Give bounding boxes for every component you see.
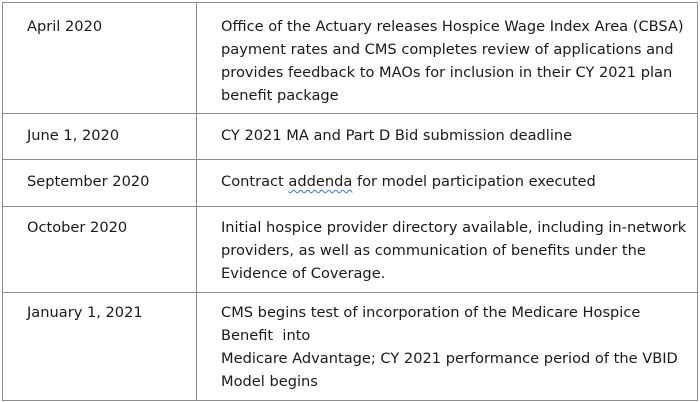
event-cell	[197, 114, 698, 160]
event-cell	[197, 3, 698, 114]
date-cell	[3, 207, 197, 293]
event-line: CY 2021 MA and Part D Bid submission deadline	[221, 127, 573, 144]
event-line: Evidence of Coverage.	[221, 265, 386, 282]
event-line: benefit package	[221, 87, 339, 104]
event-line: CMS begins test of incorporation of the Medicare Hospice	[221, 304, 641, 321]
event-line: payment rates and CMS completes review of applications and	[221, 41, 674, 58]
event-text-after: for model participation executed	[352, 173, 596, 190]
date-cell	[3, 3, 197, 114]
date-text: January 1, 2021	[27, 304, 143, 321]
table-row	[3, 293, 698, 401]
event-text-before: Contract	[221, 173, 289, 190]
event-cell	[197, 160, 698, 207]
date-text: October 2020	[27, 219, 128, 236]
date-cell	[3, 114, 197, 160]
event-line: Model begins	[221, 373, 318, 390]
table-row	[3, 207, 698, 293]
date-cell	[3, 160, 197, 207]
date-text: June 1, 2020	[27, 127, 120, 144]
table-row	[3, 114, 698, 160]
event-cell	[197, 293, 698, 401]
event-line: provides feedback to MAOs for inclusion in their CY 2021 plan	[221, 64, 673, 81]
table-row	[3, 3, 698, 114]
table-row	[3, 160, 698, 207]
event-line: Medicare Advantage; CY 2021 performance period of the VBID	[221, 350, 678, 367]
event-cell	[197, 207, 698, 293]
event-line: providers, as well as communication of benefits under the	[221, 242, 646, 259]
event-line: Initial hospice provider directory available, including in-network	[221, 219, 687, 236]
spellcheck-flagged-word[interactable]: addenda	[288, 173, 353, 190]
date-text: April 2020	[27, 18, 103, 35]
event-line	[221, 170, 685, 193]
timeline-table	[2, 2, 698, 401]
event-line: Benefit into	[221, 327, 311, 344]
date-text: September 2020	[27, 173, 150, 190]
event-line: Office of the Actuary releases Hospice Wage Index Area (CBSA)	[221, 18, 684, 35]
date-cell	[3, 293, 197, 401]
